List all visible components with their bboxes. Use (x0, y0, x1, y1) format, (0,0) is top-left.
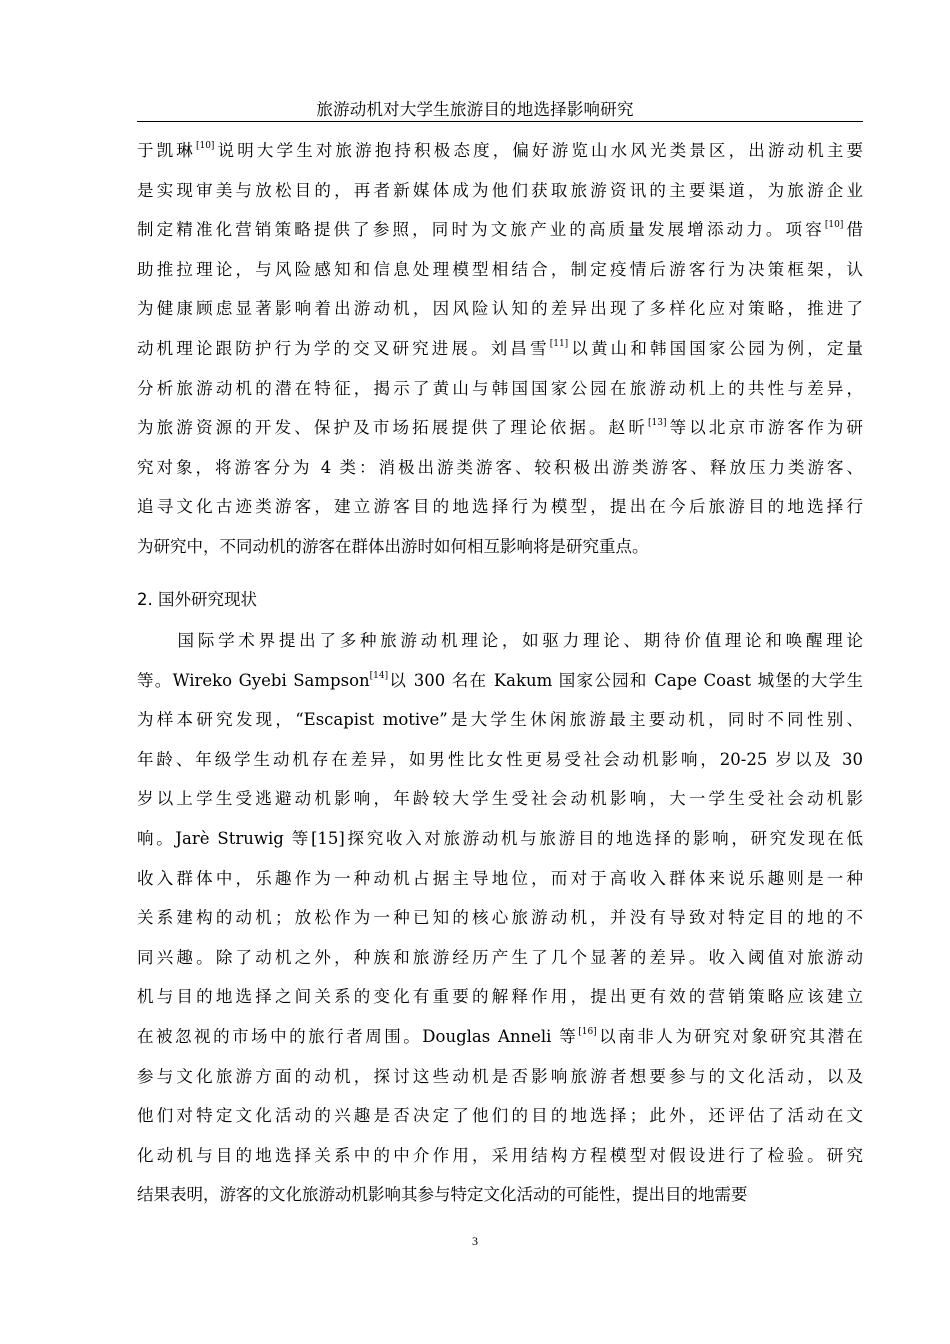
text-segment: 借 (843, 220, 864, 240)
text-segment: 为样本研究发现，“Escapist motive”是大学生休闲旅游最主要动机，同时不同性别、 (137, 710, 863, 730)
text-segment: 岁以上学生受逃避动机影响，年龄较大学生受社会动机影响，大一学生受社会动机影 (137, 789, 863, 809)
text-segment: 响。Jarè Struwig 等[15]探究收入对旅游动机与旅游目的地选择的影响，研究发现在低 (137, 829, 863, 848)
text-line (137, 824, 863, 854)
text-line (137, 294, 863, 324)
text-line (137, 176, 863, 206)
text-segment: 为健康顾虑显著影响着出游动机，因风险认知的差异出现了多样化应对策略，推进了 (137, 299, 863, 319)
text-line (137, 745, 863, 775)
text-line (137, 1141, 863, 1171)
text-segment: 追寻文化古迹类游客，建立游客目的地选择行为模型，提出在今后旅游目的地选择行 (137, 497, 863, 517)
text-line (137, 705, 863, 735)
text-segment: 为旅游资源的开发、保护及市场拓展提供了理论依据。赵昕 (137, 418, 648, 438)
text-segment: 究对象，将游客分为 4 类：消极出游类游客、较积极出游类游客、释放压力类游客、 (137, 457, 863, 477)
citation-marker: [14] (369, 670, 389, 681)
text-segment: 化动机与目的地选择关系中的中介作用，采用结构方程模型对假设进行了检验。研究 (137, 1145, 863, 1165)
text-segment: 参与文化旅游方面的动机，探讨这些动机是否影响旅游者想要参与的文化活动，以及 (137, 1066, 863, 1086)
text-segment: 说明大学生对旅游抱持积极态度，偏好游览山水风光类景区，出游动机主要 (214, 141, 864, 160)
text-line (137, 626, 863, 656)
section-heading-foreign-research: 2. 国外研究现状 (137, 590, 257, 609)
text-line (137, 255, 863, 285)
text-line (137, 943, 863, 973)
header-divider (137, 121, 863, 122)
text-segment: 收入群体中，乐趣作为一种动机占据主导地位，而对于高收入群体来说乐趣则是一种 (137, 868, 863, 888)
text-line (137, 1062, 863, 1092)
text-line (137, 1101, 863, 1131)
text-segment: 结果表明，游客的文化旅游动机影响其参与特定文化活动的可能性，提出目的地需要 (137, 1185, 748, 1205)
citation-marker: [10] (195, 141, 215, 151)
text-segment: 等。Wireko Gyebi Sampson (137, 670, 370, 690)
text-segment: 以黄山和韩国国家公园为例，定量 (568, 339, 864, 358)
citation-marker: [13] (647, 418, 667, 429)
text-segment: 关系建构的动机；放松作为一种已知的核心旅游动机，并没有导致对特定目的地的不 (137, 908, 863, 928)
text-segment: 助推拉理论，与风险感知和信息处理模型相结合，制定疫情后游客行为决策框架，认 (137, 259, 863, 279)
text-segment: 同兴趣。除了动机之外，种族和旅游经历产生了几个显著的差异。收入阈值对旅游动 (137, 947, 863, 967)
text-line (137, 215, 863, 245)
text-segment: 等以北京市游客作为研 (666, 418, 864, 438)
text-line (137, 334, 863, 364)
text-segment: 为研究中，不同动机的游客在群体出游时如何相互影响将是研究重点。 (137, 537, 649, 556)
text-segment: 制定精准化营销策略提供了参照，同时为文旅产业的高质量发展增添动力。项容 (137, 220, 825, 240)
text-segment: 国际学术界提出了多种旅游动机理论，如驱力理论、期待价值理论和唤醒理论 (137, 631, 863, 650)
text-line (137, 374, 863, 404)
citation-marker: [11] (549, 339, 569, 349)
text-line (137, 492, 863, 522)
text-segment: 于凯琳 (137, 141, 196, 160)
citation-marker: [16] (578, 1027, 597, 1037)
text-line (137, 666, 863, 696)
text-line (137, 864, 863, 894)
text-segment: 在被忽视的市场中的旅行者周围。Douglas Anneli 等 (137, 1027, 579, 1046)
text-line (137, 413, 863, 443)
text-segment: 机与目的地选择之间关系的变化有重要的解释作用，提出更有效的营销策略应该建立 (137, 987, 863, 1007)
text-line (137, 903, 863, 933)
text-line (137, 1022, 863, 1052)
text-line (137, 982, 863, 1012)
text-line (137, 136, 863, 166)
text-segment: 他们对特定文化活动的兴趣是否决定了他们的目的地选择；此外，还评估了活动在文 (137, 1106, 863, 1126)
page-number: 3 (472, 1234, 478, 1248)
text-segment: 以南非人为研究对象研究其潜在 (596, 1027, 863, 1046)
text-line (137, 784, 863, 814)
text-segment: 分析旅游动机的潜在特征，揭示了黄山与韩国国家公园在旅游动机上的共性与差异， (137, 378, 863, 398)
text-segment: 动机理论跟防护行为学的交叉研究进展。刘昌雪 (137, 339, 550, 358)
running-header-title: 旅游动机对大学生旅游目的地选择影响研究 (316, 100, 634, 119)
text-line (137, 1180, 863, 1210)
text-line (137, 532, 863, 562)
text-segment: 以 300 名在 Kakum 国家公园和 Cape Coast 城堡的大学生 (388, 670, 863, 690)
text-segment: 是实现审美与放松目的，再者新媒体成为他们获取旅游资讯的主要渠道，为旅游企业 (137, 180, 863, 200)
text-line (137, 453, 863, 483)
text-segment: 年龄、年级学生动机存在差异，如男性比女性更易受社会动机影响，20-25 岁以及 30 (137, 749, 863, 769)
citation-marker: [10] (824, 220, 844, 231)
